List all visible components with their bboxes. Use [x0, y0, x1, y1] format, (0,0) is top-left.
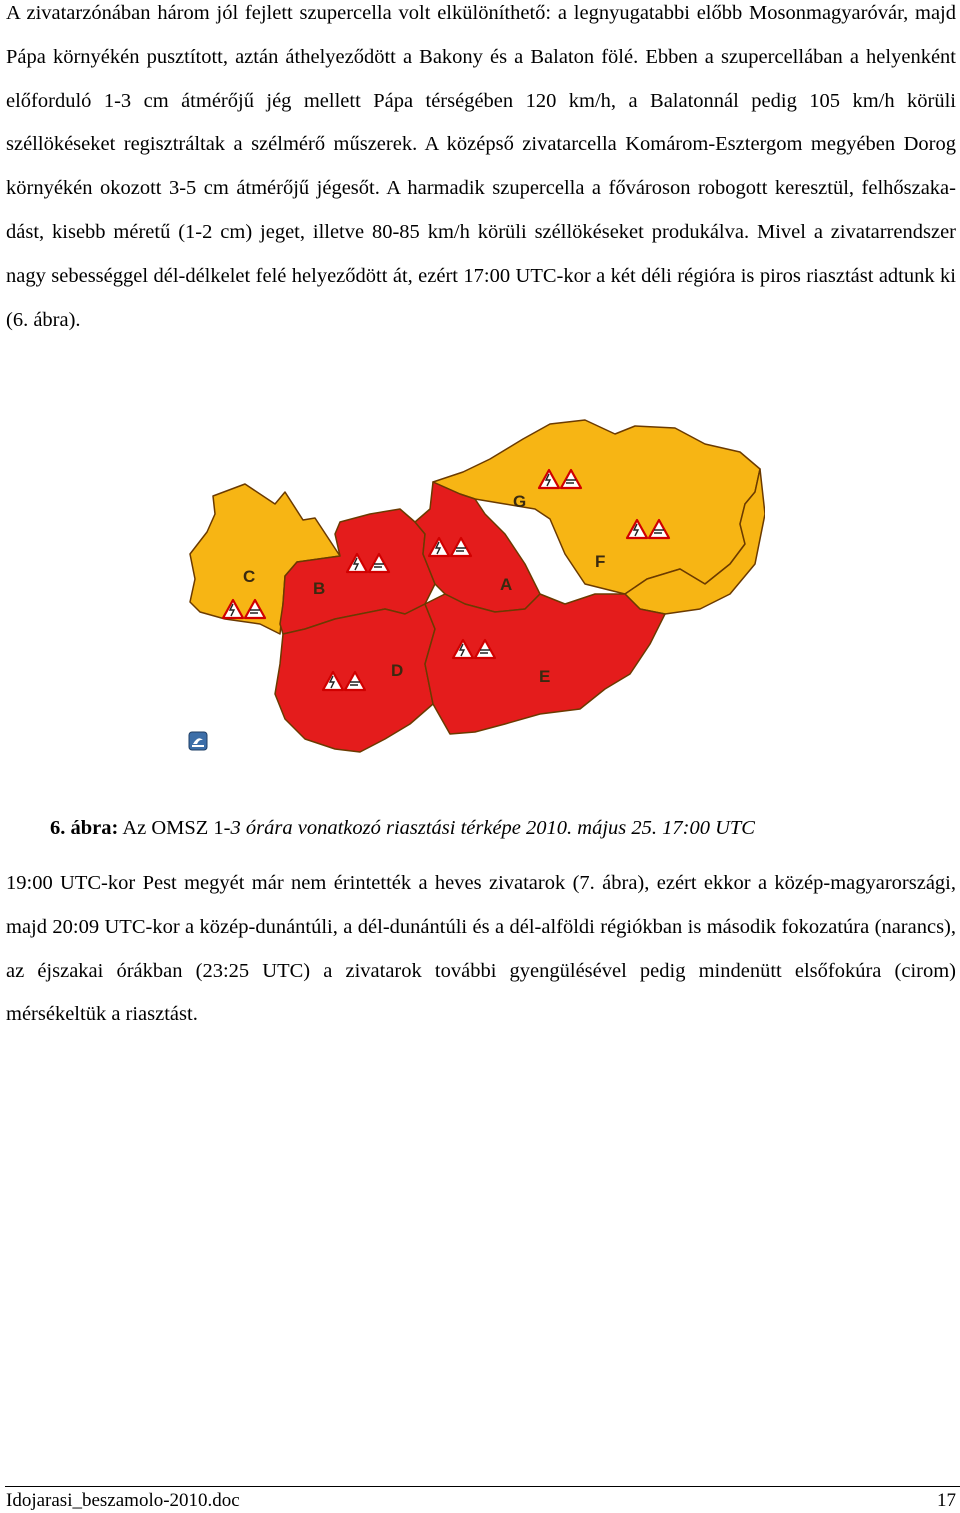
caption-text: Az OMSZ 1-: [118, 817, 231, 839]
footer-filename: Idojarasi_beszamolo-2010.doc: [6, 1490, 240, 1511]
region-label-d: D: [391, 661, 404, 680]
region-label-e: E: [539, 667, 551, 686]
region-label-a: A: [500, 575, 513, 594]
warning-map: [185, 414, 765, 759]
paragraph-2: 19:00 UTC-kor Pest megyét már nem érintették a heves zivatarok (7. ábra), ezért ekkor a közép-magyarországi, majd 20:09 UTC-kor a közép-dunántúli, a dél-dunántúli és a dél-alföldi régiókban is második fokozatúra (narancs), az éjszakai órákban (23:25 UTC) a zivatarok további gyengülésével pedig mindenütt elsőfokúra (cirom) mérsékeltük a riasztást.: [6, 872, 956, 1026]
region-label-f: F: [595, 552, 606, 571]
caption-italic-text: 3 órára vonatkozó riasztási térképe 2010. május 25. 17:00 UTC: [230, 817, 755, 839]
region-label-g: G: [513, 492, 527, 511]
hungary-region-map: [185, 414, 765, 759]
region-e: [425, 594, 665, 734]
caption-lead: 6. ábra:: [50, 817, 119, 839]
paragraph-1: A zivatarzónában három jól fejlett szupercella volt elkülöníthető: a legnyugatabbi előbb Mosonmagyaróvár, majd Pápa környékén pusztított, aztán áthelyeződött a Bakony és a Balaton fölé. Ebben a szupercellában a helyenként előforduló 1-3 cm átmérőjű jég mellett Pápa térségében 120 km/h, a Balatonnál pedig 105 km/h körüli széllökéseket regisztráltak a szélmérő műszerek. A középső zivatarcella Komárom-Esztergom megyében Dorog környékén okozott 3-5 cm átmérőjű jégesőt. A harmadik szupercella a fővároson robogott keresztül, felhőszakadást, kisebb méretű (1-2 cm) jeget, illetve 80-85 km/h körüli széllökéseket produkálva. Mivel a zivatarrendszer nagy sebességgel dél-délkelet felé helyeződött át, ezért 17:00 UTC-kor a két déli régióra is piros riasztást adtunk ki (6. ábra).: [6, 2, 956, 331]
footer-page-number: 17: [937, 1490, 956, 1511]
region-label-b: B: [313, 579, 326, 598]
figure-caption: [50, 810, 950, 846]
logo-icon: [189, 732, 207, 750]
region-label-c: C: [243, 567, 256, 586]
footer-divider: [5, 1486, 960, 1487]
